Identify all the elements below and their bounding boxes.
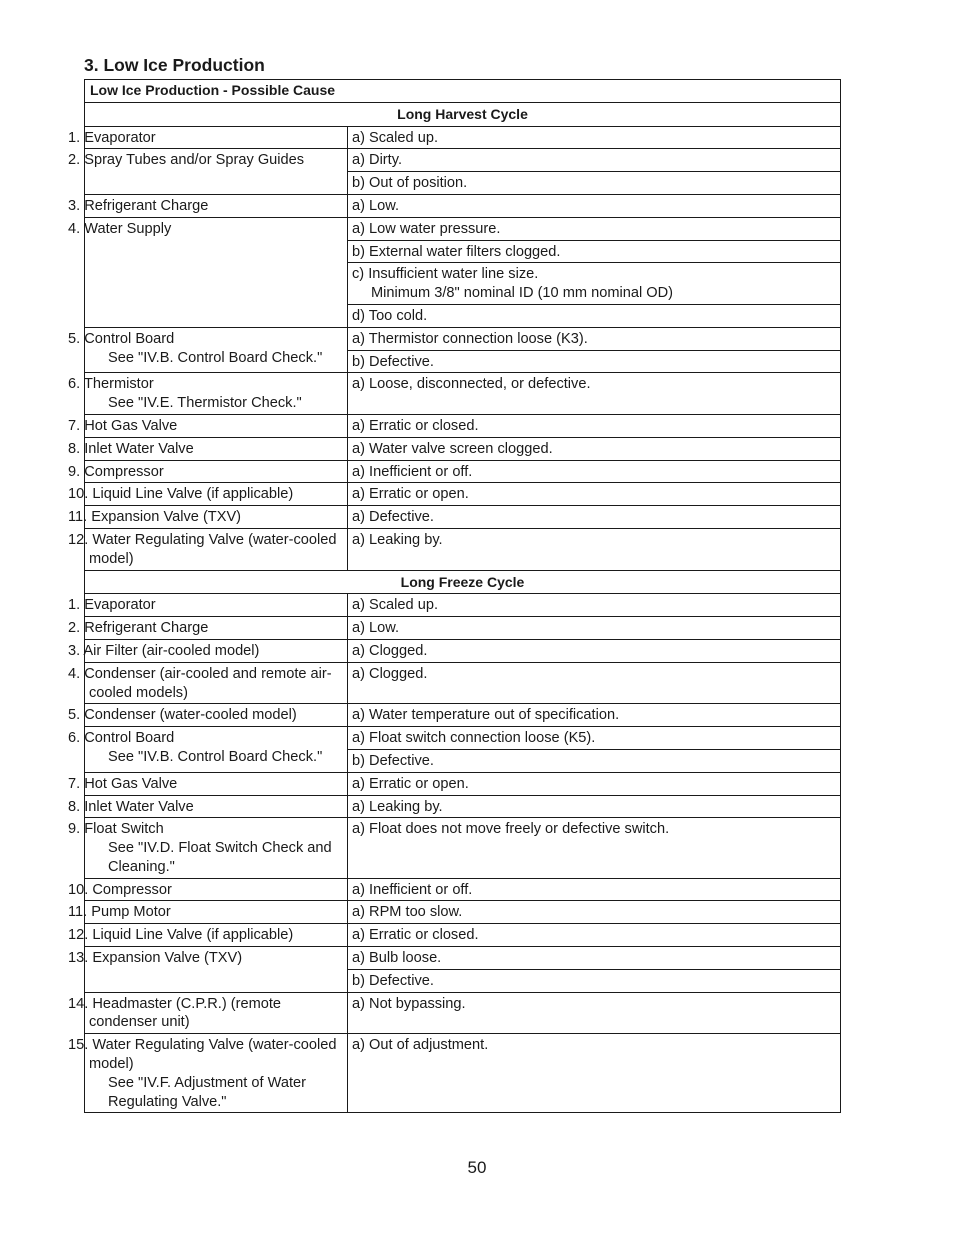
cause-text: 5. Control Board xyxy=(68,330,175,347)
cause-cell: 1. Evaporator xyxy=(85,126,348,149)
remedy-cell: a) Scaled up. xyxy=(348,126,841,149)
remedy-cell: a) Erratic or closed. xyxy=(348,414,841,437)
cause-text: 6. Control Board xyxy=(68,730,175,747)
cause-cell: 9. Compressor xyxy=(85,460,348,483)
remedy-cell: a) Erratic or open. xyxy=(348,772,841,795)
table-row xyxy=(85,878,841,901)
remedy-cell: a) Defective. xyxy=(348,506,841,529)
cause-cell: 7. Hot Gas Valve xyxy=(85,772,348,795)
remedy-cell: d) Too cold. xyxy=(348,304,841,327)
table-row xyxy=(85,483,841,506)
remedy-cell: a) Low water pressure. xyxy=(348,217,841,240)
cause-text: 15. Water Regulating Valve (water-cooled model) xyxy=(68,1037,337,1073)
table-row xyxy=(85,594,841,617)
table-row xyxy=(85,992,841,1034)
group-header-row xyxy=(85,570,841,594)
cause-cell xyxy=(68,373,348,415)
cause-reference: See "IV.D. Float Switch Check and Cleaning." xyxy=(108,840,332,875)
table-row xyxy=(85,414,841,437)
table-row xyxy=(85,795,841,818)
remedy-cell: a) RPM too slow. xyxy=(348,901,841,924)
remedy-cell: a) Thermistor connection loose (K3). xyxy=(348,327,841,350)
table-row xyxy=(85,327,841,350)
table-row xyxy=(85,924,841,947)
remedy-cell xyxy=(348,263,841,305)
remedy-cell: a) Water valve screen clogged. xyxy=(348,437,841,460)
remedy-cell: b) Defective. xyxy=(348,969,841,992)
remedy-cell: a) Bulb loose. xyxy=(348,947,841,970)
table-row xyxy=(85,149,841,172)
cause-cell: 10. Liquid Line Valve (if applicable) xyxy=(85,483,348,506)
table-row xyxy=(85,217,841,240)
cause-cell: 3. Refrigerant Charge xyxy=(85,194,348,217)
table-caption: Low Ice Production - Possible Cause xyxy=(85,80,841,103)
table-row xyxy=(85,727,841,750)
remedy-text: c) Insufficient water line size. xyxy=(352,266,539,283)
cause-cell: 13. Expansion Valve (TXV) xyxy=(85,947,348,993)
table-row xyxy=(85,528,841,570)
remedy-note: Minimum 3/8" nominal ID (10 mm nominal OD) xyxy=(371,285,674,302)
remedy-cell: b) External water filters clogged. xyxy=(348,240,841,263)
remedy-cell: a) Inefficient or off. xyxy=(348,460,841,483)
remedy-cell: a) Out of adjustment. xyxy=(348,1034,841,1113)
table-row xyxy=(85,617,841,640)
cause-reference: See "IV.B. Control Board Check." xyxy=(108,349,323,366)
table-row xyxy=(85,947,841,970)
cause-text: 9. Float Switch xyxy=(68,821,164,838)
group-header-row xyxy=(85,102,841,126)
section-title: 3. Low Ice Production xyxy=(84,55,265,75)
table-row xyxy=(85,772,841,795)
cause-cell: 3. Air Filter (air-cooled model) xyxy=(85,639,348,662)
table-row xyxy=(85,639,841,662)
remedy-cell: a) Low. xyxy=(348,617,841,640)
table-row xyxy=(85,460,841,483)
cause-cell xyxy=(68,1034,348,1113)
cause-cell xyxy=(68,727,348,773)
cause-cell xyxy=(68,818,348,878)
cause-cell: 8. Inlet Water Valve xyxy=(85,437,348,460)
cause-cell: 10. Compressor xyxy=(85,878,348,901)
remedy-cell: a) Low. xyxy=(348,194,841,217)
remedy-cell: a) Clogged. xyxy=(348,662,841,704)
cause-cell xyxy=(68,327,348,373)
remedy-cell: a) Erratic or open. xyxy=(348,483,841,506)
cause-cell: 2. Refrigerant Charge xyxy=(85,617,348,640)
remedy-cell: a) Scaled up. xyxy=(348,594,841,617)
table-row xyxy=(85,506,841,529)
remedy-cell: b) Out of position. xyxy=(348,172,841,195)
cause-cell: 8. Inlet Water Valve xyxy=(85,795,348,818)
table-caption-row xyxy=(85,80,841,103)
cause-cell: 12. Water Regulating Valve (water-cooled model) xyxy=(85,528,348,570)
remedy-cell: a) Float switch connection loose (K5). xyxy=(348,727,841,750)
cause-cell: 4. Condenser (air-cooled and remote air-cooled models) xyxy=(85,662,348,704)
cause-reference: See "IV.B. Control Board Check." xyxy=(108,748,323,765)
cause-cell: 4. Water Supply xyxy=(85,217,348,327)
remedy-cell: b) Defective. xyxy=(348,350,841,373)
remedy-cell: a) Not bypassing. xyxy=(348,992,841,1034)
table-row xyxy=(85,194,841,217)
table-row xyxy=(85,437,841,460)
table-row xyxy=(85,704,841,727)
remedy-cell: a) Leaking by. xyxy=(348,528,841,570)
cause-reference: See "IV.E. Thermistor Check." xyxy=(108,395,302,412)
table-row xyxy=(85,126,841,149)
table-row xyxy=(85,901,841,924)
table-row xyxy=(85,818,841,878)
group-heading-long-harvest-cycle: Long Harvest Cycle xyxy=(85,102,841,126)
cause-cell: 14. Headmaster (C.P.R.) (remote condenser unit) xyxy=(85,992,348,1034)
page-number: 50 xyxy=(467,1158,487,1177)
cause-cell: 2. Spray Tubes and/or Spray Guides xyxy=(85,149,348,195)
remedy-cell: a) Float does not move freely or defective switch. xyxy=(348,818,841,878)
remedy-cell: a) Loose, disconnected, or defective. xyxy=(348,373,841,415)
cause-cell: 5. Condenser (water-cooled model) xyxy=(85,704,348,727)
cause-cell: 7. Hot Gas Valve xyxy=(85,414,348,437)
cause-cell: 1. Evaporator xyxy=(85,594,348,617)
cause-cell: 11. Pump Motor xyxy=(85,901,348,924)
remedy-cell: b) Defective. xyxy=(348,749,841,772)
remedy-cell: a) Inefficient or off. xyxy=(348,878,841,901)
cause-cell: 11. Expansion Valve (TXV) xyxy=(85,506,348,529)
remedy-cell: a) Leaking by. xyxy=(348,795,841,818)
table-row xyxy=(85,662,841,704)
remedy-cell: a) Erratic or closed. xyxy=(348,924,841,947)
remedy-cell: a) Clogged. xyxy=(348,639,841,662)
low-ice-production-table xyxy=(68,79,841,1113)
cause-reference: See "IV.F. Adjustment of Water Regulating Valve." xyxy=(108,1074,306,1110)
cause-cell: 12. Liquid Line Valve (if applicable) xyxy=(85,924,348,947)
table-row xyxy=(85,373,841,415)
remedy-cell: a) Dirty. xyxy=(348,149,841,172)
group-heading-long-freeze-cycle: Long Freeze Cycle xyxy=(85,570,841,594)
remedy-cell: a) Water temperature out of specification. xyxy=(348,704,841,727)
cause-text: 6. Thermistor xyxy=(68,376,154,393)
table-row xyxy=(85,1034,841,1113)
